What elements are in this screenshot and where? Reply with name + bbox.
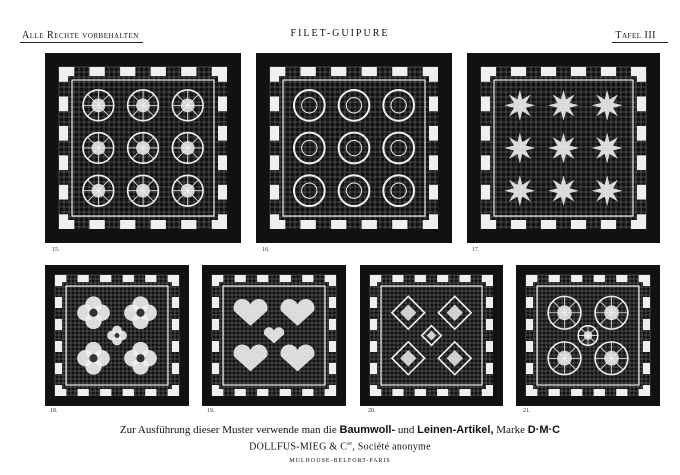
header-right-rule <box>612 42 668 43</box>
header-left-rule <box>20 42 143 43</box>
header-rights-notice: Alle Rechte vorbehalten <box>22 30 139 41</box>
company-superscript: ie <box>347 441 353 447</box>
lace-plate-18 <box>45 265 189 406</box>
company-type: , Société anonyme <box>352 441 431 453</box>
lace-plate-16 <box>256 53 452 243</box>
caption <box>0 424 680 436</box>
plate-number-15: 15. <box>52 247 60 253</box>
lace-plate-21 <box>516 265 660 406</box>
page-title: FILET-GUIPURE <box>290 28 390 39</box>
plate-number-21: 21. <box>523 408 531 414</box>
plate-number-19: 19. <box>207 408 215 414</box>
plate-number-18: 18. <box>50 408 58 414</box>
caption-dmc: D·M·C <box>527 424 561 436</box>
lace-plate-17 <box>467 53 660 243</box>
caption-marke: Marke <box>496 424 525 436</box>
caption-and: und <box>397 424 415 436</box>
caption-brand-cotton: Baumwoll- <box>339 424 396 436</box>
plate-number-17: 17. <box>472 247 480 253</box>
city-line: MULHOUSE-BELFORT-PARIS <box>289 458 391 464</box>
plate-number-20: 20. <box>368 408 376 414</box>
company-line <box>0 441 680 452</box>
plate-number-16: 16. <box>262 247 270 253</box>
company-name: DOLLFUS-MIEG & C <box>249 441 348 453</box>
plate-label: Tafel III <box>615 30 656 41</box>
lace-plate-15 <box>45 53 241 243</box>
lace-plate-20 <box>360 265 503 406</box>
caption-brand-linen: Leinen-Artikel, <box>417 424 494 436</box>
caption-lead: Zur Ausführung dieser Muster verwende man die <box>119 424 337 436</box>
lace-plate-19 <box>202 265 346 406</box>
